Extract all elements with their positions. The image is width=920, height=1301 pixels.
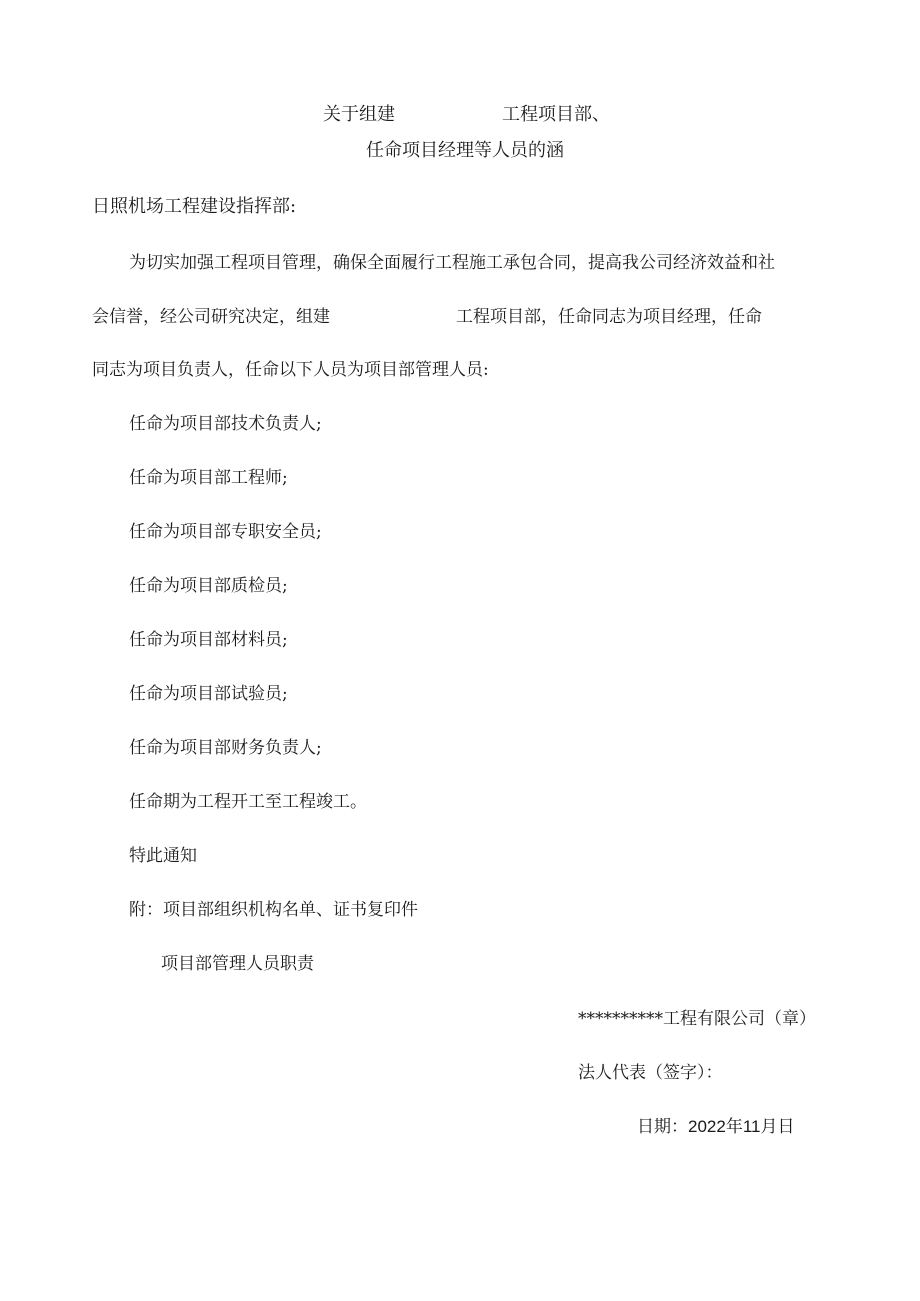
title-line-1-part-1: 关于组建 bbox=[323, 104, 395, 125]
appointment-item: 任命为项目部材料员; bbox=[129, 630, 288, 650]
date-line bbox=[637, 1116, 794, 1138]
title-line-2: 任命项目经理等人员的涵 bbox=[366, 140, 564, 161]
appointment-item: 任命为项目部工程师; bbox=[129, 468, 288, 488]
date-year: 2022 bbox=[688, 1117, 726, 1136]
recipient: 日照机场工程建设指挥部: bbox=[92, 196, 297, 217]
notice-text: 特此通知 bbox=[129, 846, 197, 866]
attachments-line-2: 项目部管理人员职责 bbox=[161, 954, 314, 974]
date-month: 11 bbox=[742, 1117, 761, 1136]
appointment-term: 任命期为工程开工至工程竣工。 bbox=[129, 792, 367, 812]
appointment-item: 任命为项目部专职安全员; bbox=[129, 522, 322, 542]
body-para1-line3: 同志为项目负责人，任命以下人员为项目部管理人员: bbox=[92, 360, 489, 380]
appointment-item: 任命为项目部技术负责人; bbox=[129, 414, 322, 434]
appointment-item: 任命为项目部质检员; bbox=[129, 576, 288, 596]
legal-representative-line: 法人代表（签字）： bbox=[578, 1063, 723, 1083]
date-year-unit: 年 bbox=[725, 1117, 743, 1137]
date-month-unit: 月日 bbox=[760, 1117, 795, 1137]
title-line-1-part-2: 工程项目部、 bbox=[502, 104, 610, 125]
date-label: 日期： bbox=[637, 1117, 688, 1137]
appointment-item: 任命为项目部试验员; bbox=[129, 684, 288, 704]
body-para1-line2-part2: 工程项目部，任命同志为项目经理，任命 bbox=[456, 307, 762, 327]
body-para1-line2-part1: 会信誉，经公司研究决定，组建 bbox=[92, 307, 330, 327]
appointment-item: 任命为项目部财务负责人; bbox=[129, 738, 322, 758]
body-para1-line1: 为切实加强工程项目管理，确保全面履行工程施工承包合同，提高我公司经济效益和社 bbox=[129, 253, 775, 273]
company-seal-line: **********工程有限公司（章） bbox=[578, 1009, 816, 1029]
attachments-line-1: 附：项目部组织机构名单、证书复印件 bbox=[129, 900, 418, 920]
